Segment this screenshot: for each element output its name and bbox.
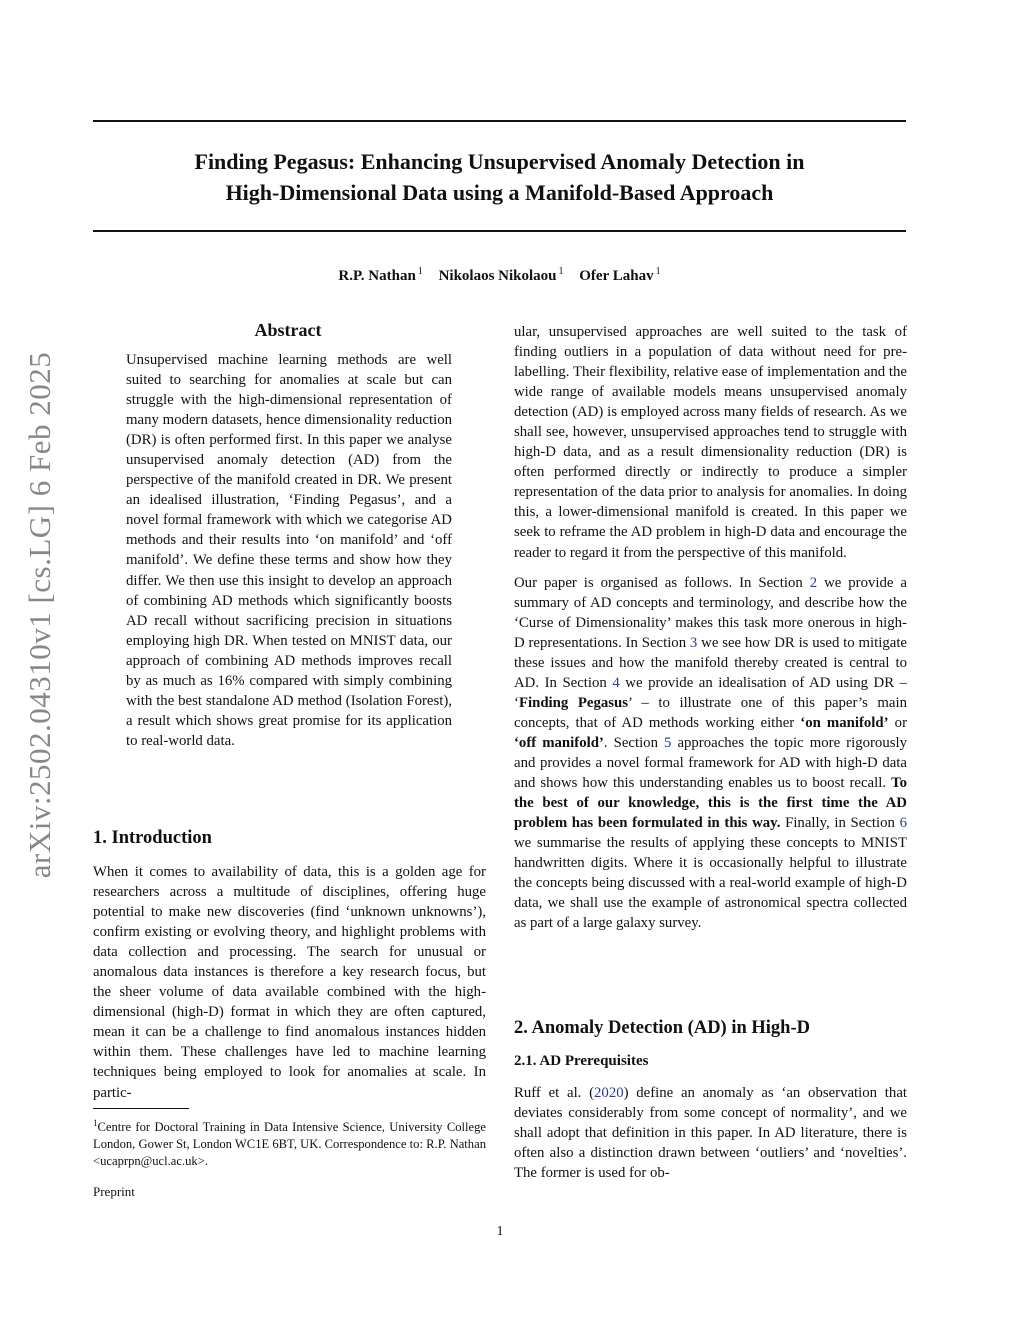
text-run: we see how DR is used to mitigate these issues and how the manifold thereby created is central to AD. In Section	[514, 634, 907, 691]
section-ref-link[interactable]: 2	[809, 574, 818, 591]
arxiv-stamp	[10, 330, 70, 900]
footnote-rule	[93, 1108, 189, 1109]
bold-text: ‘on manifold’	[800, 714, 889, 731]
footnote	[93, 1115, 486, 1170]
author-name: Ofer Lahav	[579, 268, 654, 284]
text-run: ’ – to illustrate one of this paper’s main concepts, that of AD methods working either	[514, 694, 907, 731]
section-ref-link[interactable]: 4	[612, 674, 620, 691]
intro-continuation: ular, unsupervised approaches are well suited to the task of finding outliers in a population of data without need for pre-labelling. Their flexibility, relative ease of implementation and the wide range of available models means unsupervised anomaly detection (AD) is employed across many fields of research. As we shall see, however, unsupervised approaches tend to struggle with high-D data, and as a result dimensionality reduction (DR) is often performed directly or indirectly to produce a simpler representation of the data prior to analysis for anomalies. In doing this, a lower-dimensional manifold is created. In this paper we seek to reframe the AD problem in high-D data and encourage the reader to regard it from the perspective of this manifold.	[514, 324, 907, 561]
author-name: Nikolaos Nikolaou	[438, 268, 557, 284]
author-list	[93, 266, 906, 285]
bold-text: ‘off manifold’	[514, 734, 604, 751]
title-rule-bottom	[93, 230, 906, 232]
abstract-heading: Abstract	[254, 320, 322, 340]
section-heading-introduction: 1. Introduction	[93, 828, 212, 848]
text-run: Finally, in Section	[780, 815, 900, 832]
abstract-body: Unsupervised machine learning methods are well suited to searching for anomalies at scale but can struggle with the high-dimensional representation of many modern datasets, hence dimensionality reduction (DR) is often performed first. In this paper we analyse unsupervised anomaly detection (AD) from the perspective of the manifold created in DR. We present an idealised illustration, ‘Finding Pegasus’, and a novel formal framework with which we categorise AD methods and their results into ‘on manifold’ and ‘off manifold’. We define these terms and show how they differ. We then use this insight to develop an approach of combining AD methods which significantly boosts AD recall without sacrificing precision in situations employing high DR. When tested on MNIST data, our approach of combining AD methods improves recall by as much as 16% compared with simply combining with the best standalone AD method (Isolation Forest), a result which shows great promise for its application to real-world data.	[126, 352, 452, 749]
text-run: we provide an idealisation of AD using DR – ‘	[514, 674, 907, 711]
footnote-mark: 1	[93, 1118, 98, 1128]
affiliation-mark: 1	[558, 266, 564, 277]
text-run: ) define an anomaly as ‘an observation that deviates considerably from some concept of normality’, and we shall adopt that definition in this paper. In AD literature, there is often also a distinction drawn between ‘outliers’ and ‘novelties’. The former is used for ob-	[514, 1085, 907, 1182]
text-run: Ruff et al. (	[514, 1085, 595, 1101]
ad-prerequisites-paragraph	[514, 1083, 907, 1183]
author-2	[439, 268, 564, 284]
author-3	[579, 268, 660, 284]
page-number: 1	[496, 1224, 504, 1239]
text-run: . Section	[603, 734, 665, 751]
section-ref-link[interactable]: 6	[899, 815, 907, 832]
text-run: Our paper is organised as follows. In Section	[514, 574, 810, 591]
author-1	[338, 268, 422, 284]
citation-link[interactable]: 2020	[594, 1085, 624, 1101]
text-run: or	[888, 714, 908, 731]
paper-outline-paragraph	[514, 573, 907, 934]
subsection-heading-ad-prerequisites: 2.1. AD Prerequisites	[514, 1053, 649, 1069]
text-run: approaches the topic more rigorously and provides a novel formal framework for AD with high-D data and shows how this understanding enables us to boost recall.	[514, 734, 907, 792]
title-line-2: High-Dimensional Data using a Manifold-Based Approach	[225, 180, 774, 205]
text-run: we summarise the results of applying these concepts to MNIST handwritten digits. Where it is occasionally helpful to illustrate the concepts being discussed with a real-world example of high-D data, we shall use the example of astronomical spectra collected as part of a large galaxy survey.	[514, 835, 907, 932]
right-column-text	[514, 322, 907, 943]
title-line-1: Finding Pegasus: Enhancing Unsupervised Anomaly Detection in	[194, 149, 805, 174]
arxiv-stamp-text: arXiv:2502.04310v1 [cs.LG] 6 Feb 2025	[22, 351, 57, 879]
author-name: R.P. Nathan	[338, 268, 416, 284]
text-run: we provide a summary of AD concepts and terminology, and describe how the ‘Curse of Dimensionality’ makes this task more onerous in high-D representations. In Section	[514, 574, 907, 651]
footnote-text: Centre for Doctoral Training in Data Intensive Science, University College London, Gower St, London WC1E 6BT, UK. Correspondence to: R.P. Nathan <ucaprpn@ucl.ac.uk>.	[93, 1120, 486, 1169]
preprint-label: Preprint	[93, 1184, 135, 1199]
affiliation-mark: 1	[655, 266, 661, 277]
section-ref-link[interactable]: 3	[689, 634, 698, 651]
introduction-body-left: When it comes to availability of data, this is a golden age for researchers across a multitude of disciplines, offering huge potential to make new discoveries (find ‘unknown unknowns’), confirm existing or evolving theory, and highlight problems with data collection and processing. The search for unusual or anomalous data instances is therefore a key research focus, but the sheer volume of data available combined with the high-dimensional (high-D) format in which they are often captured, mean it can be a challenge to find anomalous instances hidden within them. These challenges have led to machine learning techniques being employed to look for anomalies at scale. In partic-	[93, 864, 486, 1101]
title-rule-top	[93, 120, 906, 122]
section-ref-link[interactable]: 5	[664, 734, 672, 751]
bold-text: To the best of our knowledge, this is the first time the AD problem has been formulated in this way.	[514, 775, 907, 832]
bold-text: Finding Pegasus	[518, 694, 629, 711]
section-heading-ad-high-d: 2. Anomaly Detection (AD) in High-D	[514, 1018, 810, 1038]
paper-title	[93, 146, 906, 208]
affiliation-mark: 1	[417, 266, 423, 277]
